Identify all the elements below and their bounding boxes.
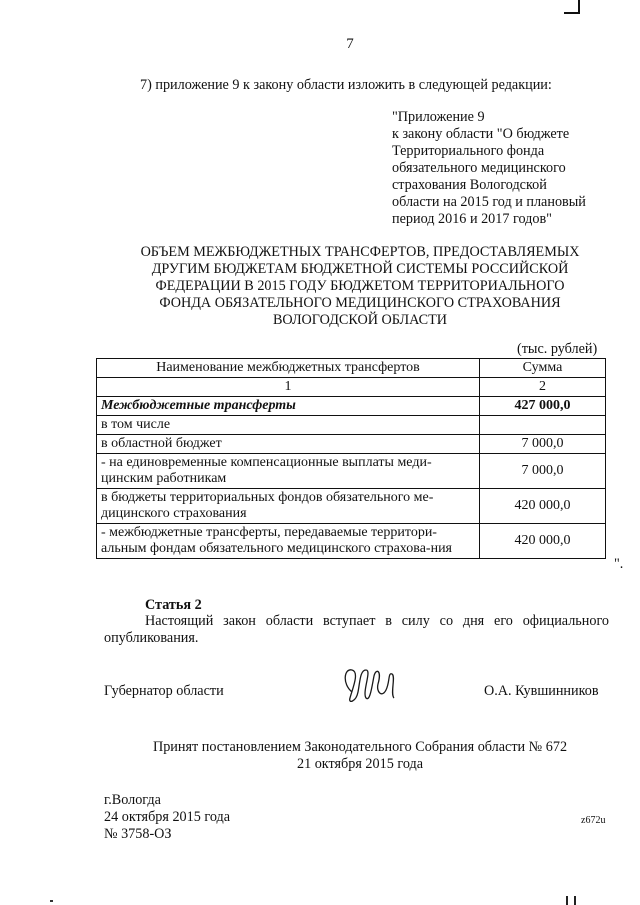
governor-signature <box>338 662 398 708</box>
appendix-line: обязательного медицинского <box>392 160 566 176</box>
page-number: 7 <box>346 36 354 52</box>
title-line: ВОЛОГОДСКОЙ ОБЛАСТИ <box>272 312 448 328</box>
closing-quote: ". <box>614 556 624 572</box>
row-amount: 7 000,0 <box>480 454 606 489</box>
header-amount: Сумма <box>480 359 606 378</box>
table-row <box>97 397 606 416</box>
appendix-reference <box>392 109 586 228</box>
row-name: - на единовременные компенсационные выплаты меди-цинским работникам <box>97 454 480 489</box>
table-header-row <box>97 359 606 378</box>
law-number: № 3758-ОЗ <box>104 826 172 842</box>
article-text: Настоящий закон области вступает в силу со дня его официального опубликования. <box>104 613 609 646</box>
scan-corner-mark <box>564 0 580 14</box>
table-row <box>97 524 606 559</box>
title-line: ДРУГИМ БЮДЖЕТАМ БЮДЖЕТНОЙ СИСТЕМЫ РОССИЙСКОЙ <box>151 261 569 277</box>
table-column-numbers-row <box>97 378 606 397</box>
header-name: Наименование межбюджетных трансфертов <box>97 359 480 378</box>
title-line: ФОНДА ОБЯЗАТЕЛЬНОГО МЕДИЦИНСКОГО СТРАХОВАНИЯ <box>159 295 561 311</box>
row-amount: 7 000,0 <box>480 435 606 454</box>
scan-mark <box>566 896 576 905</box>
table-row <box>97 454 606 489</box>
row-amount: 427 000,0 <box>480 397 606 416</box>
appendix-line: период 2016 и 2017 годов" <box>392 211 552 227</box>
title-line: ОБЪЕМ МЕЖБЮДЖЕТНЫХ ТРАНСФЕРТОВ, ПРЕДОСТАВЛЯЕМЫХ <box>140 244 580 260</box>
governor-name: О.А. Кувшинников <box>484 683 599 699</box>
row-name: в том числе <box>97 416 480 435</box>
signing-date: 24 октября 2015 года <box>104 809 231 825</box>
row-name: в бюджеты территориальных фондов обязательного ме-дицинского страхования <box>97 489 480 524</box>
table-row <box>97 435 606 454</box>
document-code: z672u <box>581 815 606 826</box>
appendix-line: "Приложение 9 <box>392 109 485 125</box>
row-name: в областной бюджет <box>97 435 480 454</box>
row-name: Межбюджетные трансферты <box>97 397 480 416</box>
row-name: - межбюджетные трансферты, передаваемые территори-альным фондам обязательного медицинского страхова-ния <box>97 524 480 559</box>
adoption-note <box>0 739 640 773</box>
transfers-table <box>96 358 606 559</box>
appendix-line: к закону области "О бюджете <box>392 126 570 142</box>
governor-title: Губернатор области <box>104 683 224 699</box>
appendix-line: Территориального фонда <box>392 143 545 159</box>
title-line: ФЕДЕРАЦИИ В 2015 ГОДУ БЮДЖЕТОМ ТЕРРИТОРИАЛЬНОГО <box>155 278 565 294</box>
row-amount: 420 000,0 <box>480 489 606 524</box>
adoption-line: Принят постановлением Законодательного Собрания области № 672 <box>152 739 568 755</box>
appendix-line: области на 2015 год и плановый <box>392 194 586 210</box>
document-title <box>80 244 640 329</box>
scan-mark <box>50 900 53 902</box>
intro-paragraph: 7) приложение 9 к закону области изложить в следующей редакции: <box>140 77 552 93</box>
place-and-date <box>104 792 230 843</box>
row-amount: 420 000,0 <box>480 524 606 559</box>
article-heading: Статья 2 <box>145 597 202 613</box>
adoption-line: 21 октября 2015 года <box>296 756 424 772</box>
units-note: (тыс. рублей) <box>517 341 598 357</box>
row-amount <box>480 416 606 435</box>
table-row <box>97 416 606 435</box>
column-number: 1 <box>97 378 480 397</box>
city: г.Вологда <box>104 792 161 808</box>
appendix-line: страхования Вологодской <box>392 177 547 193</box>
table-row <box>97 489 606 524</box>
column-number: 2 <box>480 378 606 397</box>
